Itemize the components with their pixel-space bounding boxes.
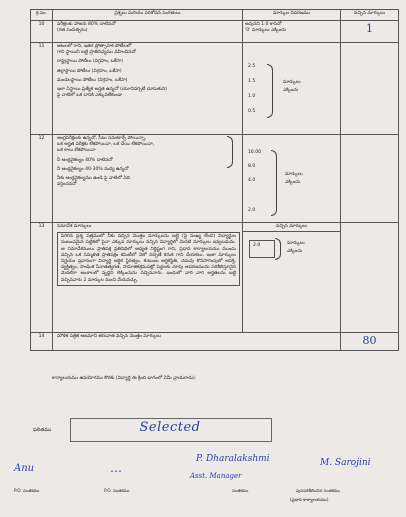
signature-po-2: …	[110, 461, 122, 475]
scores-group	[245, 44, 338, 130]
header-sno: క్ర.సం.	[31, 10, 53, 21]
criteria-line: ఆంగ్లపరీక్షలకు ఉన్నచో, సీటు సమకూర్చే పోయిన్నా,	[57, 136, 147, 141]
row-number: 11	[31, 43, 53, 135]
row-criteria	[53, 223, 243, 333]
criteria-line: నీ ఆంగ్లవైకల్యం 40% దాటినచో	[57, 157, 113, 163]
criteria-line: మౌళిక పత్రిక ఆజమాని తరువాత వచ్చిన మొత్తం మార్కులు	[57, 334, 161, 339]
result-value: Selected	[139, 420, 201, 435]
score-value: 4.0	[248, 178, 256, 183]
result-label: ఫలితము	[33, 427, 52, 433]
criteria-line: ఇలా ఏస్థాయి ప్రత్యేక అర్హత ఉన్నచో (యూనివర్సిటీ చూసుకుని)	[57, 86, 168, 92]
header-awarded: వచ్చిన మార్కులు	[341, 10, 399, 21]
row-number: 13	[31, 223, 53, 333]
detail-line: '0' మార్కులు ఎక్కించు	[245, 28, 287, 34]
signature-caption: P.O. సంతకము	[104, 488, 130, 493]
row-scores	[243, 135, 341, 223]
criteria-line: (గత సంవత్సరం)	[57, 28, 88, 34]
score-value: 8.0	[248, 164, 256, 169]
criteria-title: సమావేశ మార్కులు	[57, 224, 92, 229]
row-detail	[243, 21, 341, 43]
brace	[227, 136, 233, 168]
criteria-line: ఆటలలో గాని, ఇతర ప్రోత్సాహక పోటీలలో	[57, 44, 132, 49]
awarded-marks	[341, 43, 399, 135]
row-number: 14	[31, 333, 53, 351]
score-value: 16.00	[248, 150, 262, 155]
criteria-line: పై వాటిలో ఒక దానికి ఎక్కువలేకుండా	[57, 93, 123, 99]
table-row-14	[31, 333, 399, 351]
scores-group	[245, 136, 338, 218]
row-criteria	[53, 135, 243, 223]
criteria-line: నీకు ఆంగ్లవైకల్యము ఉండి పై వాటిలో ఏది	[57, 175, 130, 181]
side-label: ఎక్కించు	[285, 180, 301, 185]
criteria-text-box	[57, 232, 240, 286]
score-value: 1.5	[248, 79, 256, 84]
row-number: 10	[31, 21, 53, 43]
row-criteria	[53, 333, 341, 351]
row-scores	[243, 223, 341, 333]
criteria-line: వర్తించనచో	[57, 182, 77, 188]
header-criteria: ప్రశ్నలు మరియు పరిశోధన సంగతులు	[53, 10, 243, 21]
signature-caption: P.O. సంతకము	[14, 488, 40, 493]
signature-manager: P. Dharalakshmi	[196, 454, 270, 464]
criteria-line: పరీక్షలకు హాజరు 80% దాటినచో	[57, 22, 116, 27]
brace	[267, 64, 273, 118]
detail-head: వచ్చిన మార్కులు	[243, 223, 340, 232]
awarded-marks	[341, 223, 399, 333]
awarded-marks	[341, 135, 399, 223]
signature-caption: పునపరిశీలించిన సంతకము	[296, 488, 340, 493]
table-row-10	[31, 21, 399, 43]
score-value: 2.0	[253, 243, 261, 249]
criteria-line: ఒక కాలు లేకపోయినా	[57, 148, 96, 154]
side-label: మార్కులు	[283, 80, 301, 85]
score-value: 2.0	[248, 208, 256, 213]
footer-note: (ప్రధాన కార్యాలయము)	[290, 497, 329, 502]
side-label: మార్కులు	[287, 241, 305, 247]
total-marks: 80	[341, 333, 399, 351]
criteria-line: జిల్లాస్థాయి పోటీలు (విగ్రహం, ఒకేసా)	[57, 68, 122, 74]
score-value: 1.0	[248, 94, 256, 99]
table-row-12	[31, 135, 399, 223]
scores-group	[245, 234, 338, 264]
detail-line: అవునని 1.0 కానిచో	[245, 22, 282, 27]
criteria-line: నీ ఆంగ్లవైకల్యం 40-30% మధ్య ఉన్నచో	[57, 166, 129, 172]
signature-manager-title: Asst. Manager	[190, 472, 242, 480]
side-label: ఎక్కించు	[283, 88, 299, 93]
criteria-line: రాష్ట్రస్థాయి పోటీలు (విగ్రహం, ఒకేసా)	[57, 59, 123, 65]
side-label: ఎక్కించు	[287, 249, 303, 255]
row-criteria	[53, 43, 243, 135]
row-criteria	[53, 21, 243, 43]
table-row-11	[31, 43, 399, 135]
signature-po: Anu	[14, 463, 35, 474]
criteria-line: ఒక అర్హత పరీక్షకు లేకపోయినా, ఒక చేయి లేకపోయినా,	[57, 142, 154, 148]
criteria-paragraph: పెరిగిన ప్రశ్న పత్రములో నీకు వచ్చిన మొత్తం మార్కులను బట్టి (పై సంఖ్య లేంచి) విద్యార్థుల సంబంధమైన పట్టికలో పైనా ఎక్కువ మార్కులు వచ్చిన విద్యార్థిలో మెదటి మార్కులు ఇవ్వబడును. ఆ సమావేశములు ప్రాతిపక్ష ప్రతినిధిలో ఆధ్యత నిర్ధిష్టంగ గాని, ప్రధాన కార్యాలయము ముందు వచ్చిన ఒక సమ్మిళిత ప్రాతిపక్షం కమిటీలో నెలో వచ్చితే కనుక గాని చేయకలు. ఇంకా మార్కులు నిర్ణయం ప్రధానంగా విద్యార్థి ఆర్థిక స్థిరత్వం, కుటుంబ ఆర్థికస్థితి, చదువు కొనసాగింపులో ఆసక్తి, వ్యక్తిత్వం, సాంఘిక సేవాతత్వరత, సామాజికశ్రమపట్లో పెద్దలకు చూపు ఆదరణమును పరిశీలిస్తూనైన మెదటిగా అంశాలలో వృద్ధిని లెక్కించును వచ్చినవారు. ఇందులో వారి వారి అర్హతలను బట్టి వచ్చినవారు 2 మార్కుల నుంచి వేయవచ్చు.	[61, 234, 236, 283]
criteria-line: గాని స్థాయిని బట్టి ప్రాతినిధ్యము వహించినచో	[57, 50, 136, 56]
marks-table	[30, 9, 399, 351]
table-header-row	[31, 10, 399, 21]
score-value: 2.5	[248, 64, 256, 69]
signature-verifier: M. Sarojini	[320, 458, 371, 468]
result-row	[30, 418, 398, 442]
brace	[275, 238, 281, 260]
signature-caption: సంతకము	[232, 488, 249, 493]
side-label: మార్కులు	[285, 172, 303, 177]
row-number: 12	[31, 135, 53, 223]
table-row-13	[31, 223, 399, 333]
criteria-line: మండలస్థాయి పోటీలు (విగ్రహం, ఒకేసా)	[57, 77, 128, 83]
office-use-note: కార్యాలయము ఉపయోగము కొరకు (విద్యార్థి ఈ క్రింది భాగంలో ఏమీ వ్రాయరాదు).	[52, 376, 197, 381]
brace	[271, 150, 277, 216]
score-value: 0.5	[248, 109, 256, 114]
awarded-marks: 1	[341, 21, 399, 43]
row-scores	[243, 43, 341, 135]
header-marks-detail: మార్కుల వివరణము	[243, 10, 341, 21]
